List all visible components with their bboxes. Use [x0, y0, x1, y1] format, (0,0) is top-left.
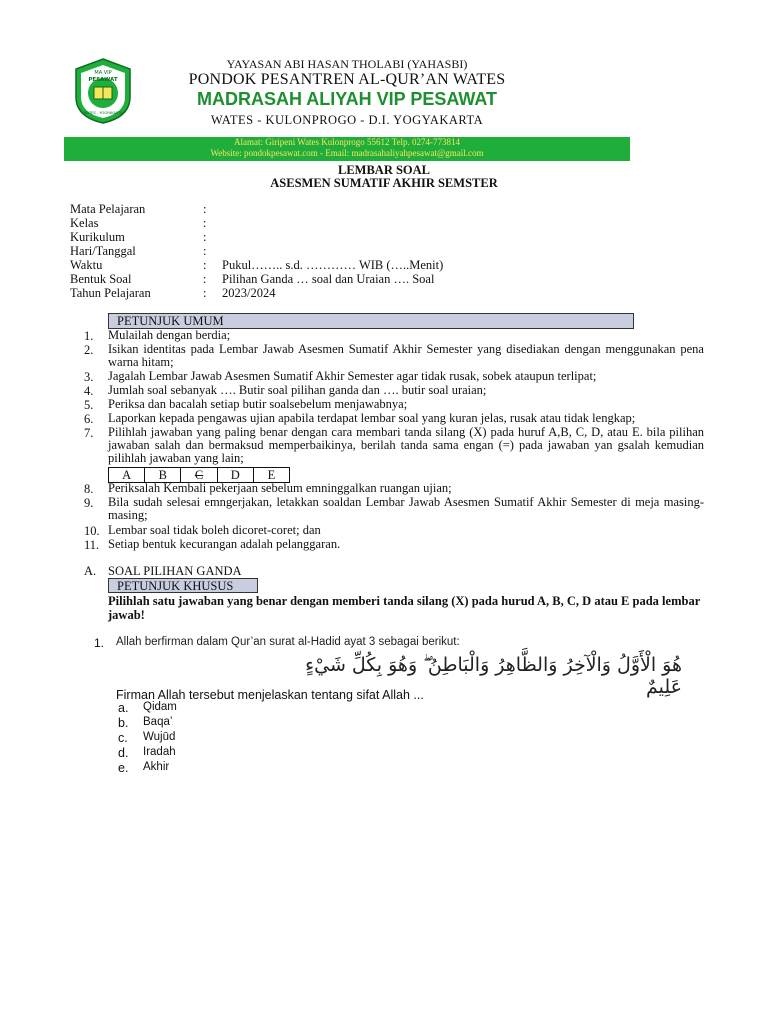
field-label: Kurikulum [70, 230, 125, 244]
item-number: 5. [84, 398, 94, 412]
field-label: Tahun Pelajaran [70, 286, 151, 300]
option-text: Iradah [143, 746, 176, 758]
option-text: Wujūd [143, 731, 176, 743]
option-letter: c. [118, 731, 128, 745]
field-colon: : [203, 272, 207, 286]
question-number: 1. [94, 636, 105, 650]
field-label: Bentuk Soal [70, 272, 132, 286]
letterhead [64, 55, 630, 163]
foundation-name: YAYASAN ABI HASAN THOLABI (YAHASBI) [226, 57, 468, 71]
answer-example-box [108, 467, 290, 483]
field-value: Pukul…….. s.d. ………… WIB (…..Menit) [222, 258, 444, 272]
option-letter: b. [118, 716, 129, 730]
option-letter: e. [118, 761, 129, 775]
option-text: Akhir [143, 761, 170, 773]
field-colon: : [203, 258, 207, 272]
logo-text-mid: PESAWAT [88, 77, 118, 83]
petunjuk-khusus-header: PETUNJUK KHUSUS [108, 578, 258, 593]
item-text: Laporkan kepada pengawas ujian apabila terdapat lembar soal yang kuran jelas, rusak atau tidak lengkap; [108, 411, 636, 425]
item-number: 2. [84, 343, 94, 357]
item-text: Jagalah Lembar Jawab Asesmen Sumatif Akhir Semester agar tidak rusak, sobek ataupun terlipat; [108, 369, 597, 383]
item-text: Isikan identitas pada Lembar Jawab Asesmen Sumatif Akhir Semester yang disediakan dengan menggunakan pena warna hitam; [108, 342, 704, 369]
answer-letter: A [109, 468, 145, 482]
answer-letter: B [145, 468, 181, 482]
field-colon: : [203, 286, 207, 300]
item-number: 9. [84, 496, 94, 510]
field-label: Hari/Tanggal [70, 244, 136, 258]
option-text: Qidam [143, 701, 177, 713]
section-instruction: Pilihlah satu jawaban yang benar dengan memberi tanda silang (X) pada hurud A, B, C, D atau E pada lembar jawab! [108, 594, 701, 622]
field-colon: : [203, 244, 207, 258]
option-letter: d. [118, 746, 129, 760]
item-text: Pilihlah jawaban yang paling benar dengan cara membari tanda silang (X) pada huruf A,B, C, D, atau E. bila pilihan jawaban salah dan bermaksud memperbaikinya, berilah tanda sama engan (=) pada jawaban yan gsalah kemudian pilihlah jawaban yang lain; [108, 425, 704, 465]
item-text: Lembar soal tidak boleh dicoret-coret; dan [108, 523, 321, 537]
field-value: Pilihan Ganda … soal dan Uraian …. Soal [222, 272, 435, 286]
section-label: A. [84, 564, 97, 578]
field-value: 2023/2024 [222, 286, 276, 300]
item-number: 7. [84, 426, 94, 440]
doc-title-2: ASESMEN SUMATIF AKHIR SEMSTER [270, 176, 498, 190]
section-title: SOAL PILIHAN GANDA [108, 564, 242, 578]
answer-letter: D [218, 468, 254, 482]
item-number: 1. [84, 329, 94, 343]
address-text [64, 137, 630, 159]
item-text: Jumlah soal sebanyak …. Butir soal pilihan ganda dan …. butir soal uraian; [108, 383, 487, 397]
item-number: 10. [84, 524, 100, 538]
question-prompt: Allah berfirman dalam Qur’an surat al-Hadid ayat 3 sebagai berikut: [116, 636, 460, 648]
answer-letter: E [267, 468, 276, 482]
option-text: Baqa’ [143, 716, 173, 728]
field-colon: : [203, 216, 207, 230]
doc-title-1: LEMBAR SOAL [337, 163, 431, 177]
website-line: Website: pondokpesawat.com - Email: madrasahaliyahpesawat@gmail.com [210, 148, 484, 158]
field-colon: : [203, 202, 207, 216]
answer-letter-corrected: C [181, 468, 217, 482]
item-text: Setiap bentuk kecurangan adalah pelanggaran. [108, 537, 341, 551]
item-number: 8. [84, 482, 94, 496]
address-line: Alamat: Giripeni Wates Kulonprogo 55612 Telp. 0274-773814 [233, 137, 461, 147]
madrasah-name: MADRASAH ALIYAH VIP PESAWAT [196, 89, 498, 109]
pesantren-name: PONDOK PESANTREN AL-QUR’AN WATES [188, 71, 506, 88]
option-letter: a. [118, 701, 129, 715]
item-text: Periksalah Kembali pekerjaan sebelum emninggalkan ruangan ujian; [108, 481, 452, 495]
field-label: Mata Pelajaran [70, 202, 146, 216]
field-colon: : [203, 230, 207, 244]
item-text: Mulailah dengan berdia; [108, 328, 231, 342]
petunjuk-umum-header: PETUNJUK UMUM [108, 313, 634, 329]
question-text: Firman Allah tersebut menjelaskan tentang sifat Allah ... [116, 688, 424, 702]
school-logo [72, 57, 134, 125]
logo-text-top: MA VIP [94, 70, 112, 76]
arabic-verse: هُوَ الْأَوَّلُ وَالْآخِرُ وَالظَّاهِرُ وَالْبَاطِنُ ۖ وَهُوَ بِكُلِّ شَيْءٍ عَلِيمٌ [305, 654, 682, 698]
item-number: 6. [84, 412, 94, 426]
item-text: Periksa dan bacalah setiap butir soalsebelum menjawabnya; [108, 397, 408, 411]
item-number: 11. [84, 538, 100, 552]
logo-text-bottom: WATES - YOGYAKARTA [83, 111, 123, 115]
location-line: WATES - KULONPROGO - D.I. YOGYAKARTA [210, 113, 484, 127]
field-label: Kelas [70, 216, 99, 230]
item-text: Bila sudah selesai emngerjakan, letakkan soaldan Lembar Jawab Asesmen Sumatif Akhir Semester di meja masing-masing; [108, 495, 704, 522]
item-number: 4. [84, 384, 94, 398]
field-label: Waktu [70, 258, 103, 272]
item-number: 3. [84, 370, 94, 384]
